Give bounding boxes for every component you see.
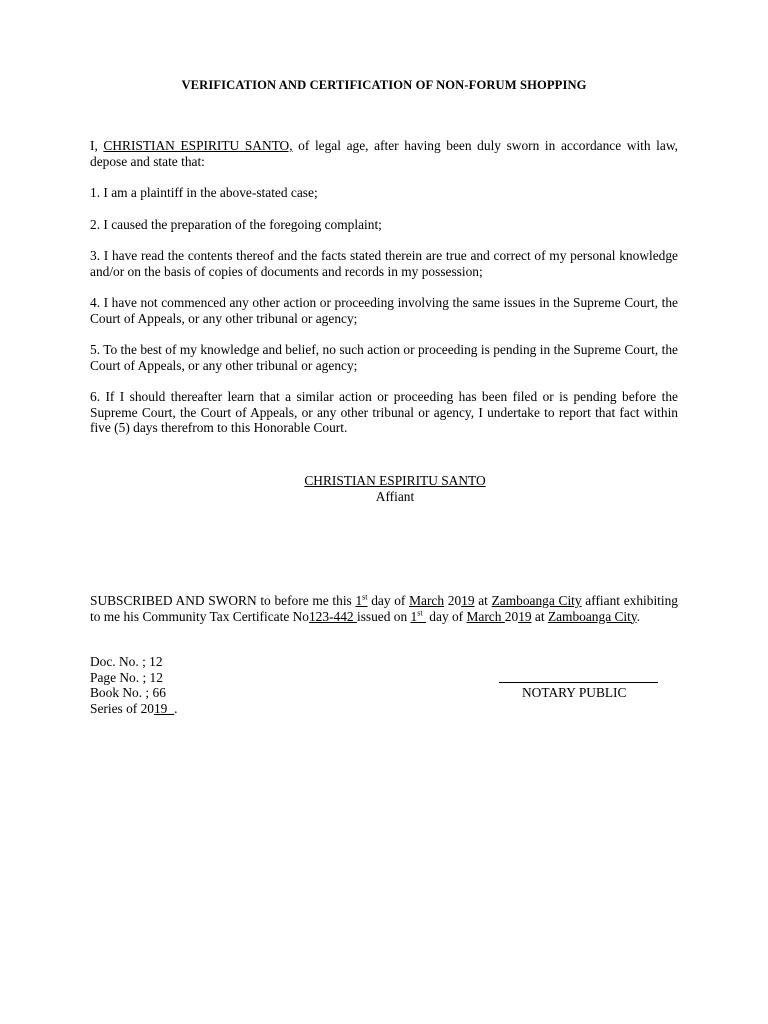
jurat-text: at bbox=[531, 608, 548, 624]
affiant-role: Affiant bbox=[375, 488, 415, 504]
paragraph-1: 1. I am a plaintiff in the above-stated case; bbox=[90, 185, 318, 200]
intro-paragraph bbox=[90, 138, 678, 169]
jurat-day-number: 1 bbox=[355, 593, 363, 608]
notary-public-label: NOTARY PUBLIC bbox=[522, 685, 627, 700]
verification-body bbox=[90, 138, 678, 452]
jurat-text: 20 bbox=[504, 608, 519, 624]
jurat-text: at bbox=[474, 593, 492, 608]
notarial-register-info bbox=[90, 654, 177, 716]
jurat-day-suffix: st bbox=[362, 592, 368, 602]
paragraph-6: 6. If I should thereafter learn that a similar action or proceeding has been filed or is pending before the Supreme Court, the Court of Appeals, or any other tribunal or agency, I undertake to report that fact within five (5) days therefrom to this Honorable Court. bbox=[90, 389, 678, 435]
jurat-text: issued on bbox=[356, 608, 411, 624]
jurat-text: SUBSCRIBED AND SWORN to before me this bbox=[90, 593, 356, 608]
intro-rest: of legal age, after having been duly sworn in accordance with law, depose and state that: bbox=[90, 138, 678, 169]
jurat-paragraph bbox=[90, 593, 678, 624]
jurat-year: 19 bbox=[461, 593, 475, 608]
ctc-issue-day bbox=[411, 609, 426, 624]
jurat-month: March bbox=[409, 593, 445, 608]
ctc-issue-day-number: 1 bbox=[410, 608, 418, 624]
jurat-text: 20 bbox=[444, 593, 462, 608]
doc-number: Doc. No. ; 12 bbox=[90, 654, 163, 669]
affiant-name: CHRISTIAN ESPIRITU SANTO bbox=[304, 473, 486, 488]
book-number: Book No. ; 66 bbox=[90, 685, 166, 700]
series-year-value: 19_ bbox=[153, 700, 175, 716]
paragraph-5: 5. To the best of my knowledge and belief, no such action or proceeding is pending in the Supreme Court, the Court of Appeals, or any other tribunal or agency; bbox=[90, 342, 678, 373]
jurat-text: day of bbox=[425, 608, 467, 624]
jurat-text: . bbox=[636, 608, 641, 624]
series-year bbox=[90, 701, 177, 717]
affiant-name-inline: CHRISTIAN ESPIRITU SANTO, bbox=[103, 138, 293, 153]
paragraph-3: 3. I have read the contents thereof and the facts stated therein are true and correct of my personal knowledge and/or on the basis of copies of documents and records in my possession; bbox=[90, 248, 678, 279]
ctc-issue-place: Zamboanga City bbox=[547, 608, 637, 624]
series-prefix: Series of 20 bbox=[90, 700, 154, 716]
jurat-place: Zamboanga City bbox=[491, 593, 582, 608]
ctc-number: 123-442 bbox=[308, 608, 357, 624]
document-title: VERIFICATION AND CERTIFICATION OF NON-FORUM SHOPPING bbox=[181, 78, 587, 92]
paragraph-4: 4. I have not commenced any other action or proceeding involving the same issues in the Supreme Court, the Court of Appeals, or any other tribunal or agency; bbox=[90, 295, 678, 326]
jurat-text: day of bbox=[367, 593, 410, 608]
jurat-text: affiant exhibiting to me his Community Tax Certificate No bbox=[90, 593, 678, 624]
ctc-issue-year: 19 bbox=[518, 608, 532, 624]
ctc-issue-month: March bbox=[466, 608, 505, 624]
paragraph-2: 2. I caused the preparation of the foregoing complaint; bbox=[90, 216, 382, 232]
notary-signature-line bbox=[499, 682, 658, 683]
ctc-issue-day-suffix: st bbox=[417, 608, 423, 618]
affiant-signature-block bbox=[0, 473, 768, 504]
intro-prefix: I, bbox=[90, 138, 104, 153]
series-suffix: . bbox=[174, 700, 178, 716]
jurat-day bbox=[355, 593, 367, 608]
page-number: Page No. ; 12 bbox=[90, 669, 163, 685]
